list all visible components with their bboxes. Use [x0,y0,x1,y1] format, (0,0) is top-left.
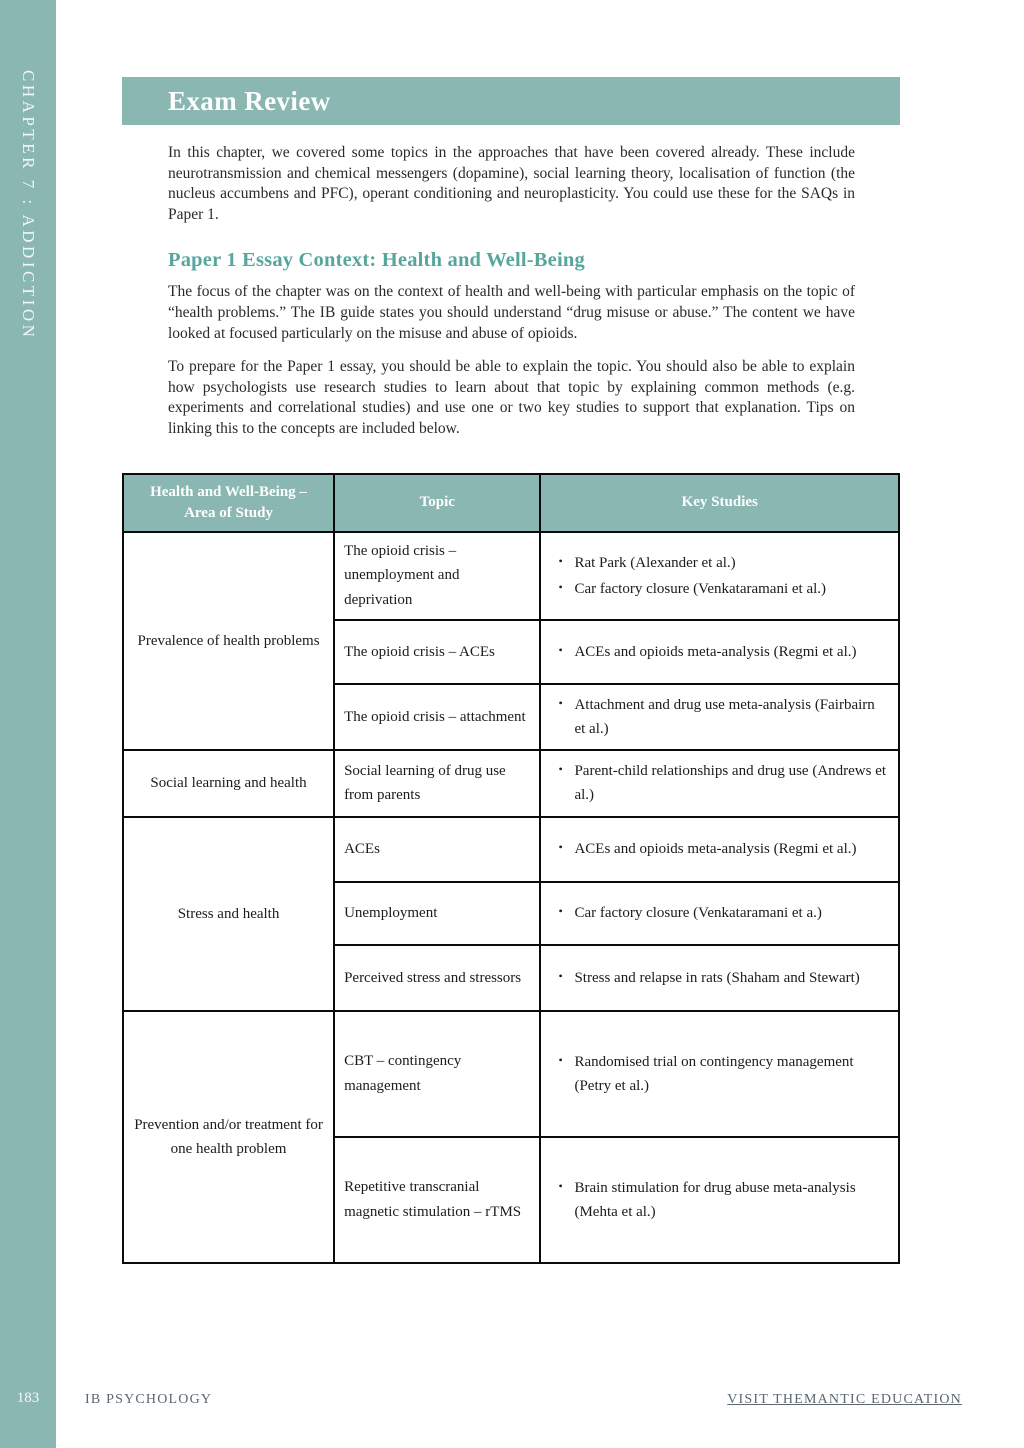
key-studies-cell [540,1137,899,1263]
key-studies-cell [540,817,899,882]
intro-paragraph: In this chapter, we covered some topics in the approaches that have been covered already. These include neurotransmission and chemical messengers (dopamine), social learning theory, localisation of function (the nucleus accumbens and PFC), operant conditioning and neuroplasticity. You could use these for the SAQs in Paper 1. [168,144,855,223]
main-content [122,77,900,1264]
table-header-row [123,474,899,532]
page-number: 183 [16,1390,40,1406]
chapter-sidebar [0,0,56,1448]
key-studies-cell [540,620,899,684]
key-studies-cell [540,750,899,817]
section-paragraph-1: The focus of the chapter was on the context of health and well-being with particular emphasis on the topic of “health problems.” The IB guide states you should understand “drug misuse or abuse.” The content we have looked at focused particularly on the misuse and abuse of opioids. [168,283,855,342]
area-of-study-cell: Social learning and health [123,750,334,817]
table-header-area-of-study: Health and Well-Being – Area of Study [123,474,334,532]
key-study-item: • Car factory closure (Venkataramani et a.) [555,901,888,925]
section-paragraph-2: To prepare for the Paper 1 essay, you should be able to explain the topic. You should also be able to explain how psychologists use research studies to learn about that topic by explaining common methods (e.g. experiments and correlational studies) and use one or two key studies to support that explanation. Tips on linking this to the concepts are included below. [168,358,855,438]
key-study-item: • Attachment and drug use meta-analysis (Fairbairn et al.) [555,693,888,741]
table-row [123,817,899,882]
area-of-study-cell: Prevalence of health problems [123,532,334,750]
topic-cell: Perceived stress and stressors [334,945,540,1011]
chapter-label: CHAPTER 7 : ADDICTION [19,70,38,341]
table-header-topic: Topic [334,474,540,532]
footer-publisher-link[interactable]: VISIT THEMANTIC EDUCATION [727,1392,962,1407]
section-heading: Paper 1 Essay Context: Health and Well-Being [168,249,585,272]
topic-cell: The opioid crisis – ACEs [334,620,540,684]
review-table [122,473,900,1264]
topic-cell: Unemployment [334,882,540,945]
table-row [123,532,899,620]
table-header-key-studies: Key Studies [540,474,899,532]
topic-cell: Repetitive transcranial magnetic stimulation – rTMS [334,1137,540,1263]
key-study-item: • Randomised trial on contingency management (Petry et al.) [555,1050,888,1098]
key-studies-cell [540,532,899,620]
topic-cell: The opioid crisis – attachment [334,684,540,750]
key-studies-cell [540,684,899,750]
topic-cell: The opioid crisis – unemployment and deprivation [334,532,540,620]
key-studies-cell [540,1011,899,1137]
area-of-study-cell: Prevention and/or treatment for one health problem [123,1011,334,1263]
key-study-item: • Rat Park (Alexander et al.) [555,551,888,575]
table-row [123,750,899,817]
table-row [123,1011,899,1137]
key-study-item: • Brain stimulation for drug abuse meta-analysis (Mehta et al.) [555,1176,888,1224]
topic-cell: Social learning of drug use from parents [334,750,540,817]
area-of-study-cell: Stress and health [123,817,334,1011]
page-title: Exam Review [168,85,331,116]
exam-review-header-bar [122,77,900,125]
key-studies-cell [540,882,899,945]
topic-cell: CBT – contingency management [334,1011,540,1137]
topic-cell: ACEs [334,817,540,882]
footer-book-title: IB PSYCHOLOGY [85,1392,213,1407]
key-study-item: • Car factory closure (Venkataramani et al.) [555,577,888,601]
key-studies-cell [540,945,899,1011]
key-study-item: • ACEs and opioids meta-analysis (Regmi et al.) [555,640,888,664]
key-study-item: • Stress and relapse in rats (Shaham and Stewart) [555,966,888,990]
key-study-item: • Parent-child relationships and drug use (Andrews et al.) [555,759,888,807]
key-study-item: • ACEs and opioids meta-analysis (Regmi et al.) [555,837,888,861]
